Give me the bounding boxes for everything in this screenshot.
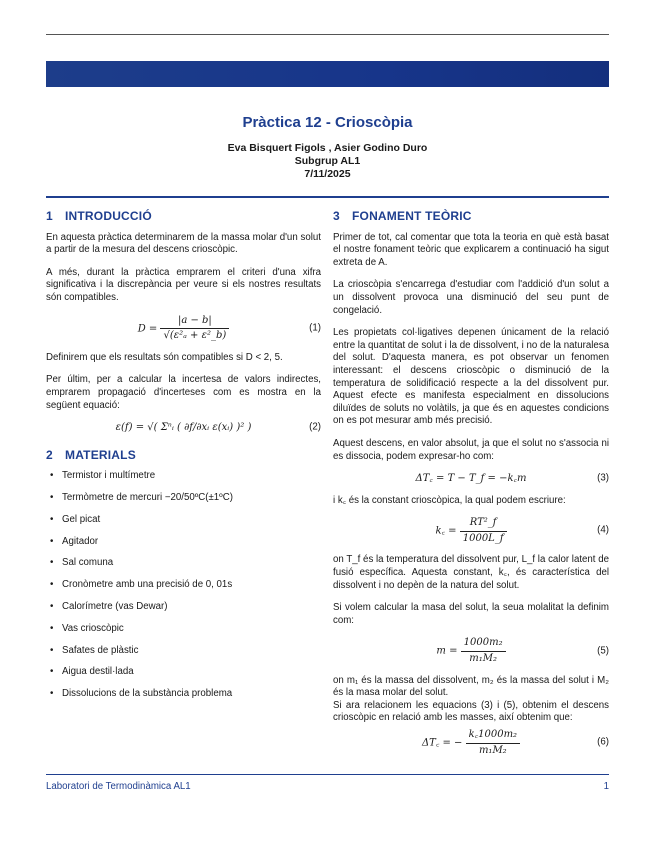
- equation-4-denominator: 1000L_f: [462, 532, 504, 544]
- equation-3-number: (3): [597, 473, 609, 485]
- section-materials-heading: 2 MATERIALS: [46, 447, 136, 462]
- equation-1: [46, 315, 321, 343]
- intro-paragraph-2: A més, durant la pràctica emprarem el criteri d'una xifra significativa i la discrepància per veure si els nostres resultats són compatibles.: [46, 266, 321, 303]
- equation-4-fraction: [460, 517, 507, 545]
- equation-5-lhs: m =: [436, 646, 458, 658]
- equation-2: [46, 422, 321, 435]
- list-item: • Vas crioscòpic: [46, 623, 321, 636]
- list-item: • Cronòmetre amb una precisió de 0, 01s: [46, 579, 321, 592]
- equation-6-fraction: [466, 729, 520, 757]
- date: 7/11/2025: [304, 168, 351, 180]
- header-banner: [46, 61, 609, 87]
- list-item: • Agitador: [46, 536, 321, 549]
- list-item: • Aigua destil·lada: [46, 666, 321, 679]
- authors: Eva Bisquert Figols , Asier Godino Duro: [227, 142, 428, 154]
- equation-6-denominator: m₁M₂: [478, 744, 507, 756]
- footer-rule: [46, 774, 609, 775]
- page-title: Pràctica 12 - Crioscòpia: [242, 114, 413, 131]
- equation-1-number: (1): [309, 322, 321, 334]
- equation-1-numerator: |a − b|: [160, 315, 229, 330]
- theory-paragraph-5: i k꜀ és la constant crioscòpica, la qual podem escriure:: [333, 494, 566, 506]
- equation-2-number: (2): [309, 422, 321, 434]
- equation-5-fraction: [461, 637, 506, 665]
- theory-paragraph-4: Aquest descens, en valor absolut, ja que el solut no s'associa ni es dissocia, podem expresar-ho com:: [333, 437, 609, 462]
- equation-5-denominator: m₁M₂: [469, 653, 497, 665]
- theory-paragraph-9: Si ara relacionem les equacions (3) i (5), obtenim el descens crioscòpic en relació amb les masses, així obtenim que:: [333, 699, 609, 724]
- top-rule: [46, 34, 609, 35]
- equation-5: [333, 637, 609, 665]
- section-theory-heading: 3 FONAMENT TEÒRIC: [333, 209, 472, 223]
- page-number: 1: [603, 781, 609, 792]
- equation-6: [333, 729, 609, 757]
- section-intro-heading: 1 INTRODUCCIÓ: [46, 209, 152, 223]
- equation-6-lhs: ΔT꜀ = −: [421, 737, 463, 749]
- equation-1-lhs: D =: [137, 323, 158, 335]
- equation-4-number: (4): [597, 525, 609, 537]
- intro-paragraph-4: Per últim, per a calcular la incertesa de valors indirectes, emprarem propagació d'incerteses com es mostra en la següent equació:: [46, 374, 321, 411]
- equation-4-lhs: k꜀ =: [435, 525, 457, 537]
- intro-paragraph-3: Definirem que els resultats són compatibles si D < 2, 5.: [46, 351, 283, 363]
- group: Subgrup AL1: [294, 155, 361, 167]
- list-item: • Gel picat: [46, 514, 321, 527]
- list-item: • Termòmetre de mercuri −20/50ºC(±1ºC): [46, 492, 321, 505]
- equation-5-numerator: 1000m₂: [461, 637, 506, 652]
- equation-6-numerator: k꜀1000m₂: [466, 729, 520, 744]
- list-item: • Calorímetre (vas Dewar): [46, 601, 321, 614]
- theory-paragraph-2: La crioscòpia s'encarrega d'estudiar com l'addició d'un solut a un dissolvent provoca una disminució del seu punt de congelació.: [333, 279, 609, 316]
- equation-3-body: ΔT꜀ = T − T_f = −k꜀m: [415, 473, 527, 485]
- equation-4: [333, 517, 609, 545]
- intro-paragraph-1: En aquesta pràctica determinarem de la massa molar d'un solut a partir de la mesura del descens crioscòpic.: [46, 231, 321, 256]
- theory-paragraph-6: on T_f és la temperatura del dissolvent pur, L_f la calor latent de fusió específica. Aquesta constant, k꜀, és característica del dissolvent i no depèn de la natura del solut.: [333, 554, 609, 591]
- materials-list: [46, 470, 321, 700]
- header-rule: [46, 196, 609, 198]
- equation-1-fraction: [160, 315, 229, 343]
- equation-1-denominator: √(ε²ₐ + ε²_b): [163, 330, 227, 342]
- equation-6-number: (6): [597, 736, 609, 748]
- footer-course: Laboratori de Termodinàmica AL1: [46, 781, 191, 792]
- theory-paragraph-7: Si volem calcular la masa del solut, la seua molalitat la definim com:: [333, 602, 609, 626]
- left-column: [46, 210, 321, 710]
- equation-3: [333, 473, 609, 486]
- list-item: • Sal comuna: [46, 557, 321, 570]
- equation-5-number: (5): [597, 645, 609, 657]
- theory-paragraph-8: on m₁ és la massa del dissolvent, m₂ és la massa del solut i M₂ és la masa molar del solut.: [333, 674, 609, 699]
- theory-paragraph-3: Les propietats col·ligatives depenen únicament de la relació entre la quantitat de solut i la de dissolvent, i no de la naturalesa del solut. D'aquesta manera, es pot observar un fenomen interessant: el descens crioscòpic o disminució de la temperatura de solidificació respecte a la del dissolvent pur. Aquest efecte es manifesta especialment en dissolucions diluïdes de soluts no volàtils, ja que és en aquestes condicions on es pot mesurar amb més precisió.: [333, 327, 609, 427]
- list-item: • Dissolucions de la substància problema: [46, 688, 321, 701]
- list-item: • Termistor i multímetre: [46, 470, 321, 483]
- author-block: [0, 142, 655, 181]
- right-column: [333, 210, 609, 766]
- theory-paragraph-1: Primer de tot, cal comentar que tota la teoria en què està basat el nostre fonament teòric que explicarem a continuació ha sigut extreta de A.: [333, 231, 609, 268]
- list-item: • Safates de plàstic: [46, 645, 321, 658]
- equation-4-numerator: RT²_f: [460, 517, 507, 532]
- equation-2-body: ε(f) = √( Σⁿᵢ ( ∂f/∂xᵢ ε(xᵢ) )² ): [115, 422, 252, 434]
